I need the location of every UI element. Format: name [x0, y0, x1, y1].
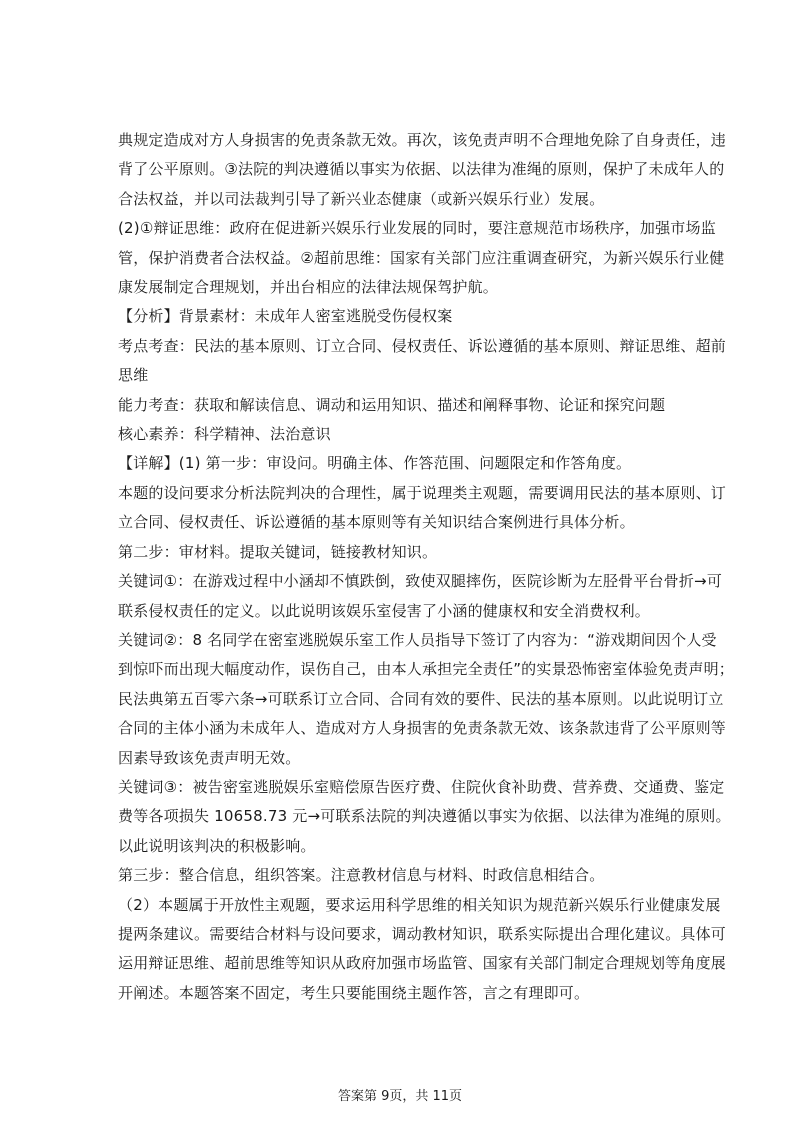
text-line: 核心素养：科学精神、法治意识 [118, 425, 331, 444]
text-line: (2)①辩证思维：政府在促进新兴娱乐行业发展的同时，要注意规范市场秩序，加强市场监 [118, 219, 716, 238]
analysis-heading: 【分析】背景素材：未成年人密室逃脱受伤侵权案 [118, 307, 453, 326]
text-line: 关键词③：被告密室逃脱娱乐室赔偿原告医疗费、住院伙食补助费、营养费、交通费、鉴定 [118, 777, 725, 796]
document-body [118, 126, 734, 1008]
text-line: 以此说明该判决的积极影响。 [118, 836, 316, 855]
text-line: 第三步：整合信息，组织答案。注意教材信息与材料、时政信息相结合。 [118, 866, 605, 885]
text-line: 因素导致该免责声明无效。 [118, 748, 301, 767]
text-line: 管，保护消费者合法权益。②超前思维：国家有关部门应注重调查研究，为新兴娱乐行业健 [118, 248, 725, 267]
text-line: 合同的主体小涵为未成年人、造成对方人身损害的免责条款无效、该条款违背了公平原则等 [118, 719, 727, 738]
explanation-heading: 【详解】(1) 第一步：审设问。明确主体、作答范围、问题限定和作答角度。 [118, 454, 632, 473]
text-line: 考点考查：民法的基本原则、订立合同、侵权责任、诉讼遵循的基本原则、辩证思维、超前 [118, 336, 727, 355]
text-line: 提两条建议。需要结合材料与设问要求，调动教材知识，联系实际提出合理化建议。具体可 [118, 924, 727, 943]
text-line: 第二步：审材料。提取关键词，链接教材知识。 [118, 542, 438, 561]
text-line: 关键词①：在游戏过程中小涵却不慎跌倒，致使双腿摔伤，医院诊断为左胫骨平台骨折→可 [118, 572, 723, 591]
text-line: （2）本题属于开放性主观题，要求运用科学思维的相关知识为规范新兴娱乐行业健康发展 [118, 895, 721, 914]
text-line: 关键词②：8 名同学在密室逃脱娱乐室工作人员指导下签订了内容为：“游戏期间因个人受 [118, 630, 717, 649]
text-line: 康发展制定合理规划，并出台相应的法律法规保驾护航。 [118, 278, 499, 297]
text-line: 运用辩证思维、超前思维等知识从政府加强市场监管、国家有关部门制定合理规划等角度展 [118, 954, 727, 973]
text-line: 典规定造成对方人身损害的免责条款无效。再次，该免责声明不合理地免除了自身责任，违 [118, 131, 727, 149]
text-line: 费等各项损失 10658.73 元→可联系法院的判决遵循以事实为依据、以法律为准绳的原则。 [118, 807, 731, 826]
text-line: 立合同、侵权责任、诉讼遵循的基本原则等有关知识结合案例进行具体分析。 [118, 513, 635, 532]
text-line: 开阐述。本题答案不固定，考生只要能围绕主题作答，言之有理即可。 [118, 983, 590, 1002]
text-line: 民法典第五百零六条→可联系订立合同、合同有效的要件、民法的基本原则。以此说明订立 [118, 689, 724, 708]
page-number: 答案第 9页，共 11页 [337, 1089, 463, 1104]
text-line: 到惊吓而出现大幅度动作，误伤自己，由本人承担完全责任”的实景恐怖密室体验免责声明； [118, 660, 734, 679]
text-line: 思维 [118, 366, 149, 385]
text-line: 合法权益，并以司法裁判引导了新兴业态健康（或新兴娱乐行业）发展。 [118, 189, 605, 208]
text-line: 本题的设问要求分析法院判决的合理性，属于说理类主观题，需要调用民法的基本原则、订 [118, 483, 727, 502]
text-line: 背了公平原则。③法院的判决遵循以事实为依据、以法律为准绳的原则，保护了未成年人的 [118, 160, 725, 179]
text-line: 能力考查：获取和解读信息、调动和运用知识、描述和阐释事物、论证和探究问题 [118, 395, 666, 414]
text-line: 联系侵权责任的定义。以此说明该娱乐室侵害了小涵的健康权和安全消费权利。 [118, 601, 651, 620]
